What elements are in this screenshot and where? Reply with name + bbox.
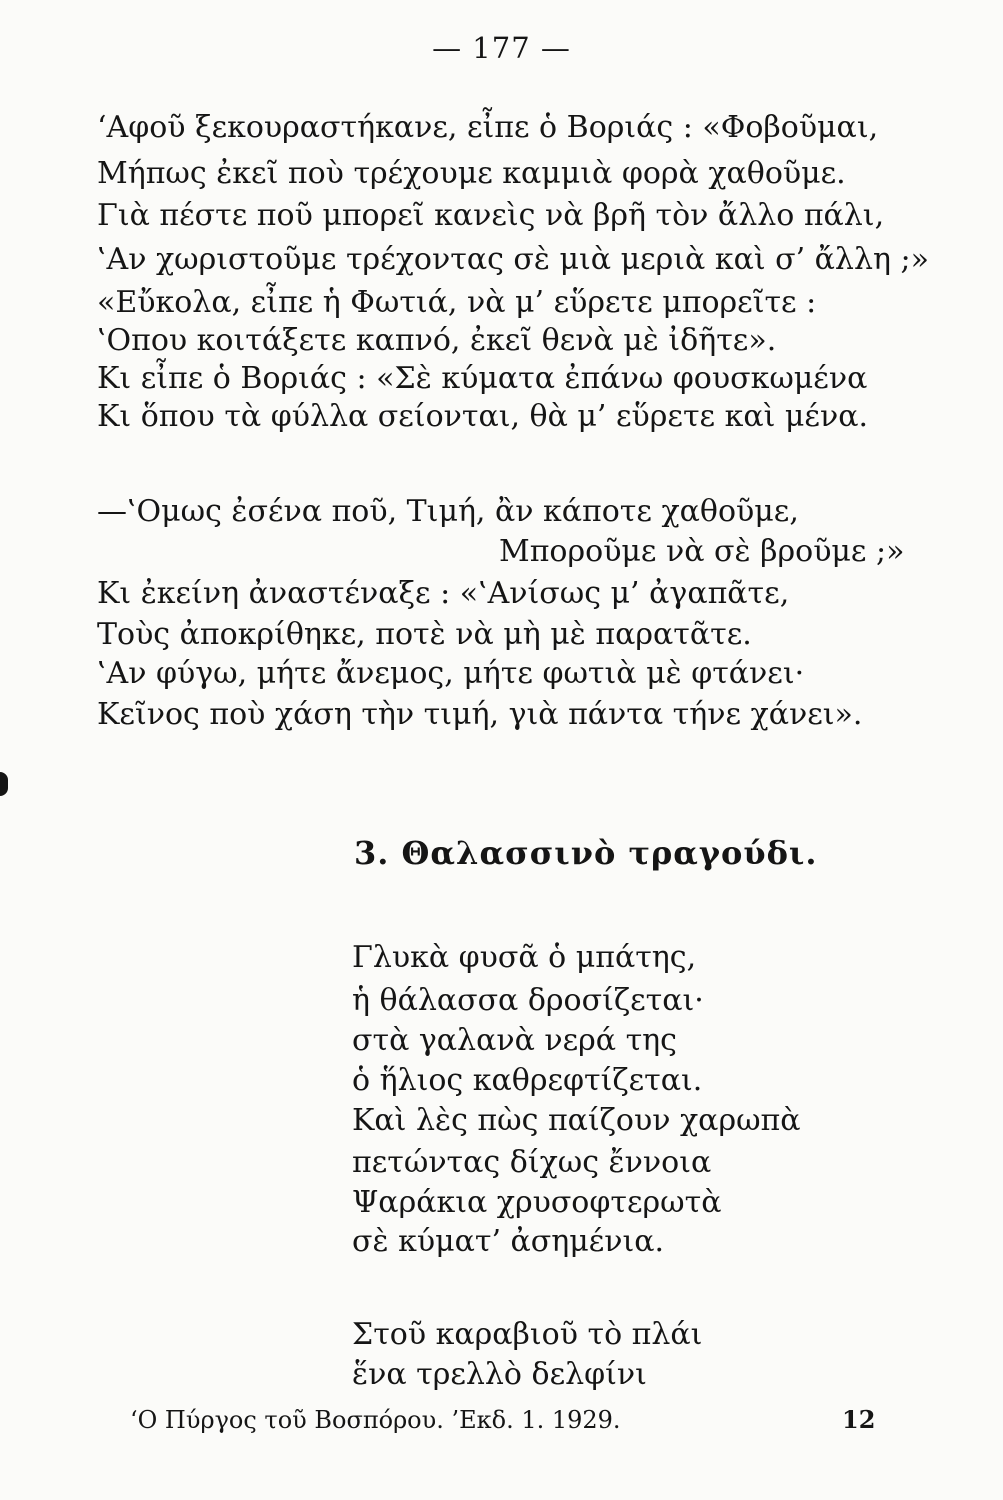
poem-line: Μήπως ἐκεῖ ποὺ τρέχουμε καμμιὰ φορὰ χαθοῦμε. <box>97 156 846 191</box>
poem-line: ‛Αν χωριστοῦμε τρέχοντας σὲ μιὰ μεριὰ καὶ σ’ ἄλλη ;» <box>97 242 929 277</box>
poem-line: Κι ἐκείνη ἀναστέναξε : «‛Ανίσως μ’ ἀγαπᾶτε, <box>97 576 790 611</box>
poem-line: Κι εἶπε ὁ Βοριάς : «Σὲ κύματα ἐπάνω φουσκωμένα <box>97 361 868 396</box>
poem-line: —‛Ομως ἐσένα ποῦ, Τιμή, ἂν κάποτε χαθοῦμε, <box>97 494 799 529</box>
poem-line: στὰ γαλανὰ νερά της <box>352 1023 677 1058</box>
poem-line: ‛Οπου κοιτάξετε καπνό, ἐκεῖ θενὰ μὲ ἰδῆτε». <box>97 323 777 358</box>
poem-line: ‛Αν φύγω, μήτε ἄνεμος, μήτε φωτιὰ μὲ φτάνει· <box>97 656 805 691</box>
poem-line: Ψαράκια χρυσοφτερωτὰ <box>352 1185 722 1220</box>
poem-line: Γλυκὰ φυσᾶ ὁ μπάτης, <box>352 940 697 975</box>
footer-source: ‘Ο Πύργος τοῦ Βοσπόρου. ’Εκδ. 1. 1929. <box>130 1406 621 1434</box>
poem-line: ἕνα τρελλὸ δελφίνι <box>352 1357 647 1392</box>
page-edge-mark <box>0 772 8 796</box>
poem-line: Στοῦ καραβιοῦ τὸ πλάι <box>352 1317 703 1352</box>
poem-line: Κι ὅπου τὰ φύλλα σείονται, θὰ μ’ εὕρετε καὶ μένα. <box>97 399 868 434</box>
poem-line: ἡ θάλασσα δροσίζεται· <box>352 983 704 1018</box>
section-title: 3. Θαλασσινὸ τραγούδι. <box>354 834 818 872</box>
poem-line: Καὶ λὲς πὼς παίζουν χαρωπὰ <box>352 1103 801 1138</box>
footer-signature: 12 <box>842 1405 876 1434</box>
poem-line: Γιὰ πέστε ποῦ μπορεῖ κανεὶς νὰ βρῆ τὸν ἄλλο πάλι, <box>97 198 885 233</box>
poem-line: Κεῖνος ποὺ χάση τὴν τιμή, γιὰ πάντα τήνε χάνει». <box>97 697 863 732</box>
poem-line: σὲ κύματ’ ἀσημένια. <box>352 1224 665 1259</box>
poem-line: Μποροῦμε νὰ σὲ βροῦμε ;» <box>499 534 905 569</box>
poem-line: πετώντας δίχως ἔννοια <box>352 1145 712 1180</box>
page-number: — 177 — <box>432 31 571 65</box>
poem-line: ‘Αφοῦ ξεκουραστήκανε, εἶπε ὁ Βοριάς : «Φοβοῦμαι, <box>97 110 879 145</box>
poem-line: ὁ ἥλιος καθρεφτίζεται. <box>352 1063 703 1098</box>
poem-line: «Εὔκολα, εἶπε ἡ Φωτιά, νὰ μ’ εὕρετε μπορεῖτε : <box>97 285 817 320</box>
poem-line: Τοὺς ἀποκρίθηκε, ποτὲ νὰ μὴ μὲ παρατᾶτε. <box>97 617 752 652</box>
